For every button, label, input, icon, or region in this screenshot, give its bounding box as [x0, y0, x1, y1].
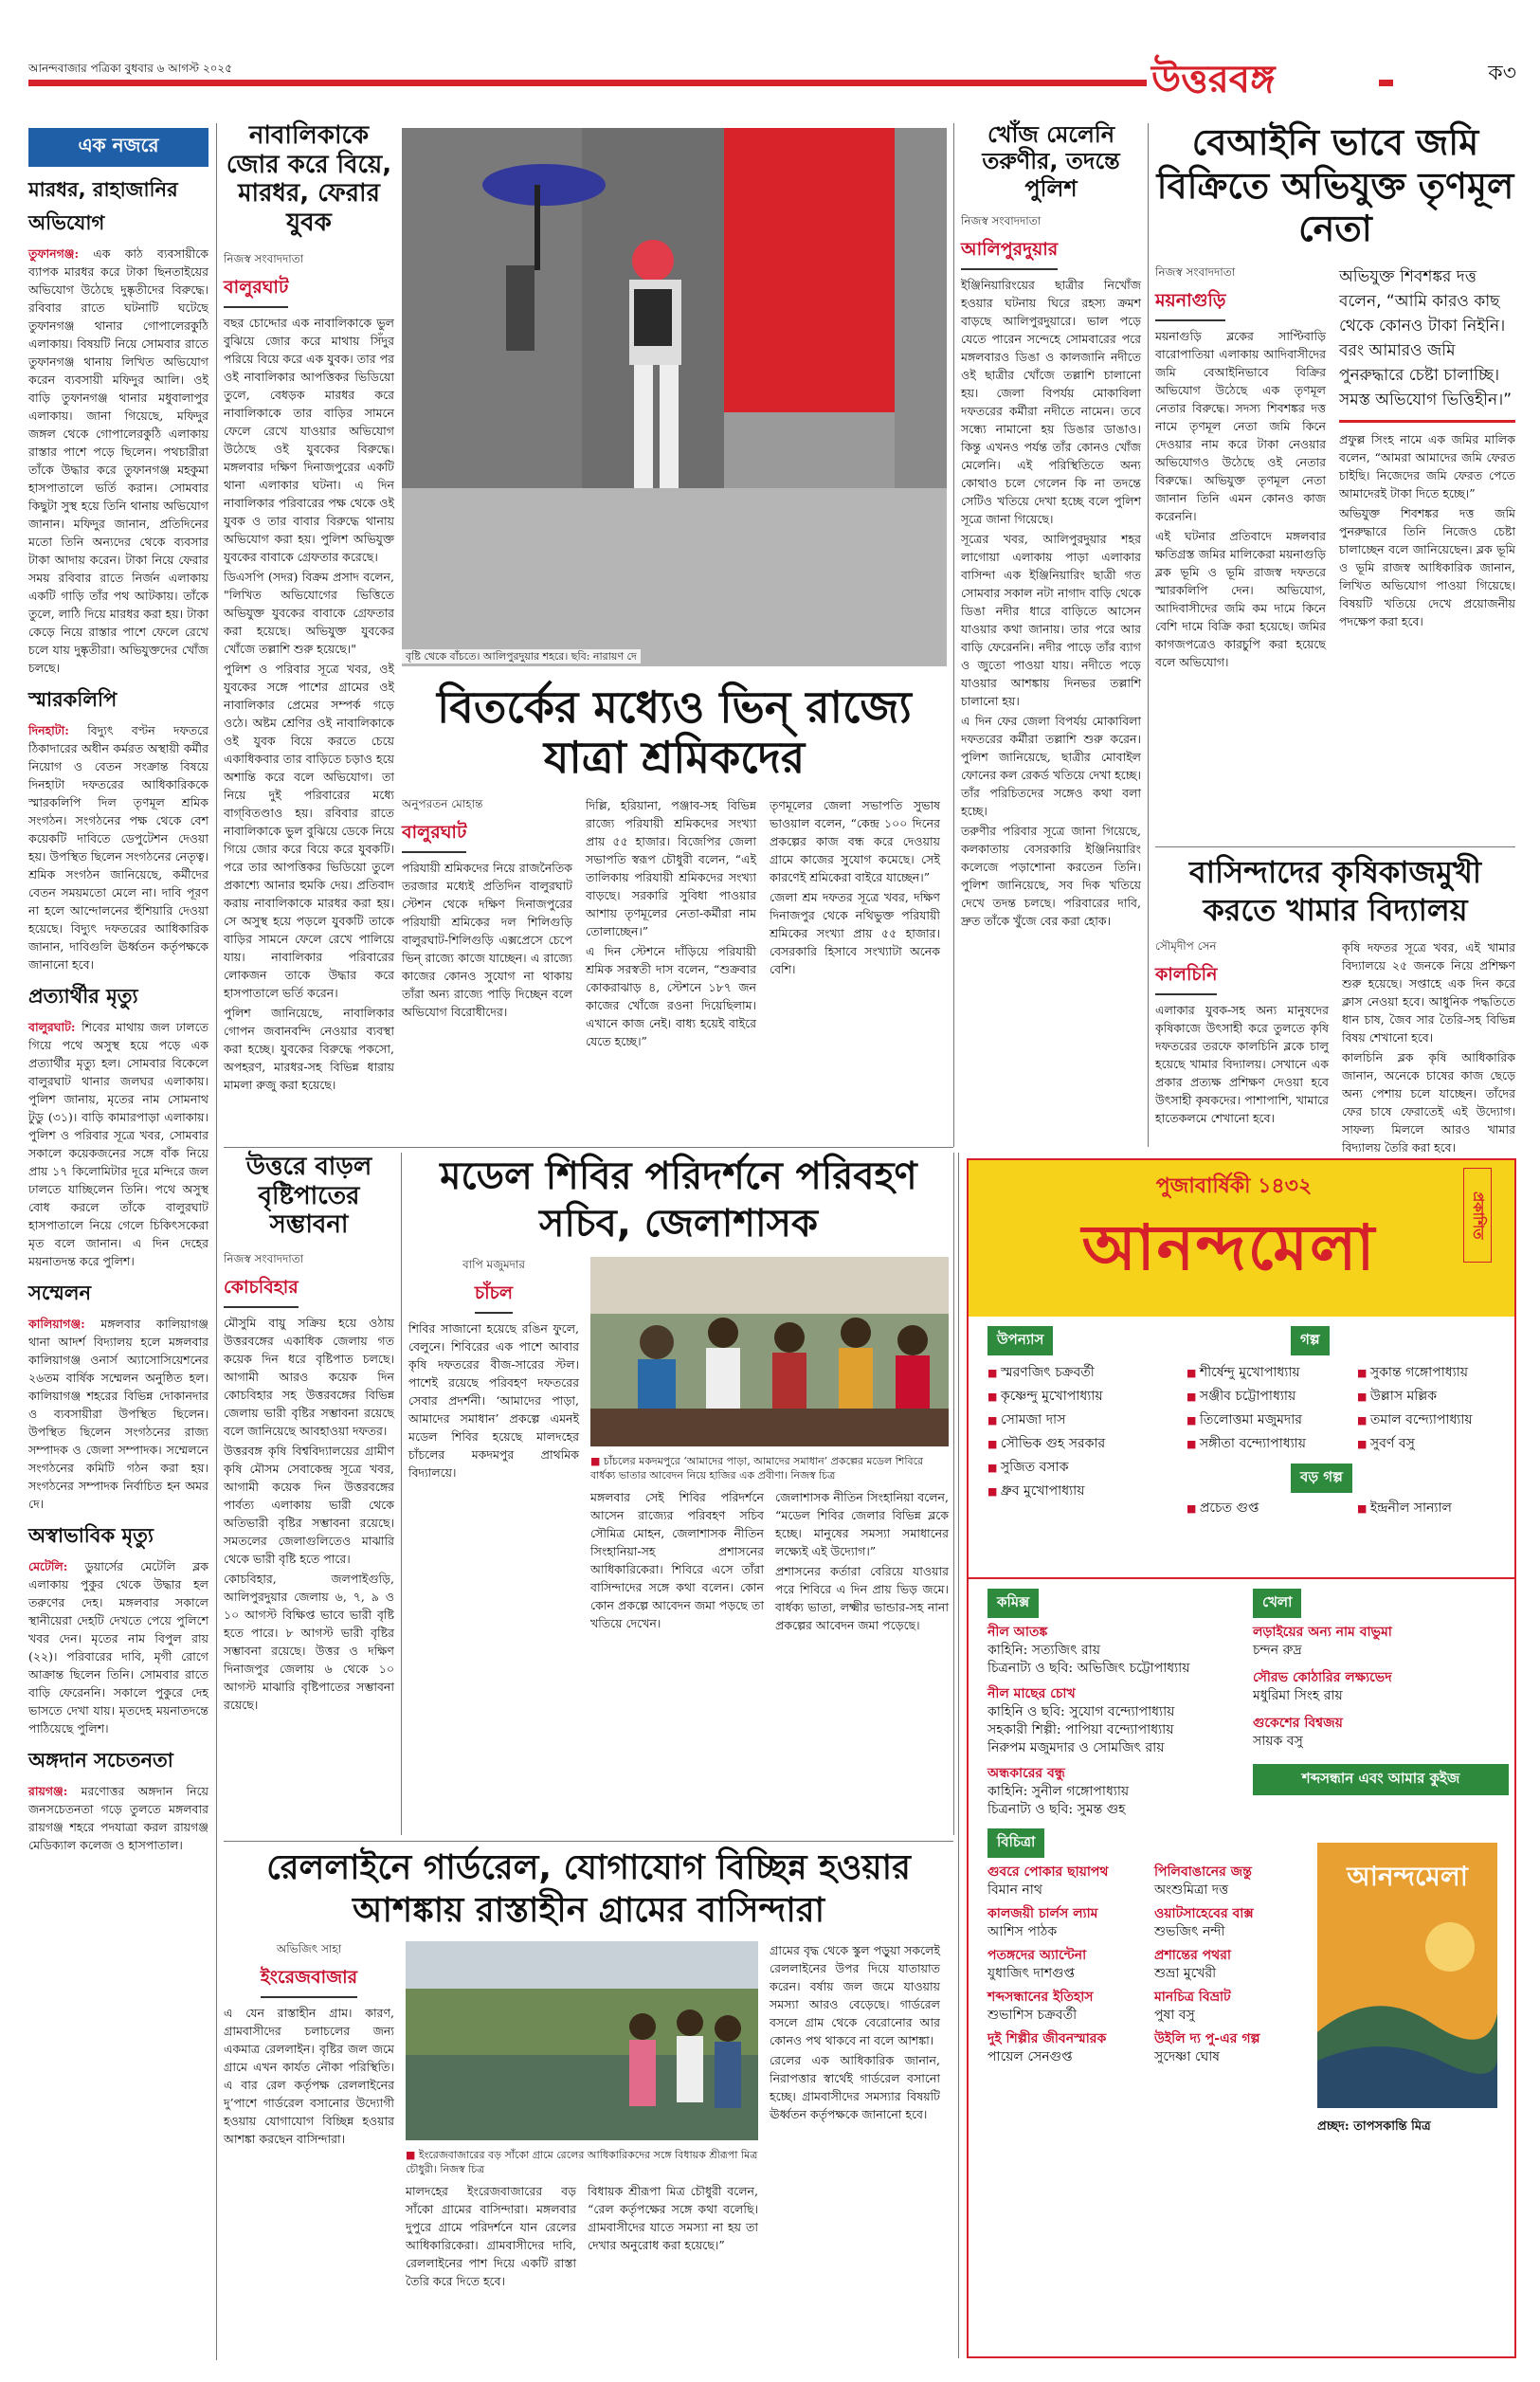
item-maradhar: [28, 174, 208, 677]
section-title: উত্তরবঙ্গ: [1151, 58, 1276, 101]
khela-title: লড়াইয়ের অন্য নাম বাভুমা: [1253, 1625, 1392, 1640]
story-camp: [408, 1153, 949, 1835]
item-place: বালুরঘাট:: [28, 1020, 76, 1034]
paragraph: বছর চোদ্দোর এক নাবালিকাকে ভুল বুঝিয়ে জোর করে মাথায় সিঁদুর পরিয়ে বিয়ে করে এক যুবক। তার পর ওই নাবালিকার আপত্তিকর ভিডিয়ো তুলে, বেধড়ক মারধর করে নাবালিকাকে তার বাড়ির সামনে ফেলে রেখে যাওয়ার অভিযোগ উঠেছে ওই যুবকের বিরুদ্ধে। মঙ্গলবার দক্ষিণ দিনাজপুরের একটি থানা এলাকার ঘটনা। এ দিন নাবালিকার পরিবারের পক্ষ থেকে ওই যুবক ও তার বাবার বিরুদ্ধে থানায় অভিযোগ করা হয়। পুলিশ অভিযুক্ত যুবকের বাবাকে গ্রেফতার করেছে।: [224, 315, 394, 564]
photo-caption: ■ চাঁচলের মকদমপুরে ‘আমাদের পাড়া, আমাদের সমাধান’ প্রকল্পের মডেল শিবিরে বার্ধক্য ভাতার আবেদন নিয়ে হাজির এক প্রবীণা। নিজস্ব চিত্র: [590, 1455, 924, 1482]
comics-credit: সহকারী শিল্পী: পাপিয়া বন্দ্যোপাধ্যায়: [987, 1722, 1174, 1737]
paragraph: প্রফুল্ল সিংহ নামে এক জমির মালিক বলেন, “আমরা আমাদের জমি ফেরত চাইছি। নিজেদের জমি ফেরত পেতে আমাদেরই টাকা দিতে হচ্ছে।”: [1339, 431, 1515, 500]
dateline-place: বালুরঘাট: [402, 819, 466, 853]
upanyas-label: উপন্যাস: [987, 1326, 1053, 1355]
rain-photo: [402, 128, 947, 666]
section-rule: [1379, 80, 1393, 86]
item-unnatural-death: [28, 1520, 208, 1737]
ek-nojore-title: এক নজরে: [28, 128, 208, 167]
paragraph: এই ঘটনার প্রতিবাদে মঙ্গলবার ক্ষতিগ্রস্ত জমির মালিকেরা ময়নাগুড়ি ব্লক ভূমি ও ভূমি রাজস্ব দফতরে স্মারকলিপি দেন। অভিযোগ, আদিবাসীদের জমি কম দামে কিনে বেশি দামে বিক্রি করা হয়েছে। জমির কাগজপত্রেও কারচুপি করা হয়েছে বলে অভিযোগ।: [1155, 528, 1326, 669]
galpo-author: ■ সঙ্গীতা বন্দ্যোপাধ্যায়: [1187, 1432, 1348, 1456]
item-place: মেটেলি:: [28, 1559, 68, 1573]
bichitra-author: আশিস পাঠক: [987, 1924, 1058, 1939]
date-line: আনন্দবাজার পত্রিকা বুধবার ৬ আগস্ট ২০২৫: [28, 62, 233, 75]
story-body: [224, 314, 394, 1094]
paragraph: পুলিশ জানিয়েছে, নাবালিকার গোপন জবানবন্দি নেওয়ার ব্যবস্থা করা হচ্ছে। যুবকের বিরুদ্ধে পকসো, অপহরণ, মারধর-সহ বিভিন্ন ধারায় মামলা রুজু করা হয়েছে।: [224, 1005, 394, 1092]
galpo-author: ■ সুবর্ণ বসু: [1357, 1432, 1509, 1456]
dateline-place: কোচবিহার: [224, 1274, 299, 1308]
item-heading: অঙ্গদান সচেতনতা: [28, 1749, 173, 1772]
paragraph: এ দিন ফের জেলা বিপর্যয় মোকাবিলা দফতরের কর্মীরা তল্লাশি শুরু করেন। পুলিশ জানিয়েছে, ছাত্রীর মোবাইল ফোনের কল রেকর্ড খতিয়ে দেখা হচ্ছে। তাঁর পরিচিতদের সঙ্গেও কথা বলা হচ্ছে।: [961, 713, 1141, 818]
item-heading: স্মারকলিপি: [28, 688, 118, 711]
khela-title: গুকেশের বিশ্বজয়: [1253, 1716, 1343, 1731]
col-divider: [953, 1153, 954, 1835]
photo-caption: ■ ইংরেজবাজারের বড় সাঁকো গ্রামে রেলের আধিকারিকদের সঙ্গে বিধায়ক শ্রীরূপা মিত্র চৌধুরী। নিজস্ব চিত্র: [406, 2149, 758, 2175]
story-vocational: [1155, 853, 1515, 1155]
byline: অভিজিৎ সাহা: [276, 1942, 342, 1955]
item-text: বিদ্যুৎ বণ্টন দফতরে ঠিকাদারের অধীন কর্মরত অস্থায়ী কর্মীর নিয়োগ ও বেতন সংক্রান্ত বিষয়ে দিনহাটা দফতরের আধিকারিককে স্মারকলিপি দিল তৃণমূল শ্রমিক সংগঠন। সংগঠনের পক্ষ থেকে বেশ কয়েকটি দাবিতে ডেপুটেশন দেওয়া হয়। উপস্থিত ছিলেন সংগঠনের নেতৃত্ব। শ্রমিক সংগঠন জানিয়েছে, কর্মীদের বেতন সময়মতো মেলে না। দাবি পূরণ না হলে আন্দোলনের হুঁশিয়ারি দেওয়া হয়েছে। বিদ্যুৎ দফতরের আধিকারিক জানান, দাবিগুলি ঊর্ধ্বতন কর্তৃপক্ষকে জানানো হবে।: [28, 723, 208, 972]
paragraph: শিবির সাজানো হয়েছে রঙিন ফুলে, বেলুনে। শিবিরের এক পাশে আবার কৃষি দফতরের বীজ-সারের স্টল। পাশেই রয়েছে পরিবহণ দফতরের সেবার প্রদর্শনী। ‘আমাদের পাড়া, আমাদের সমাধান’ প্রকল্পে এমনই মডেল শিবির হয়েছে মালদহের চাঁচলের মকদমপুর প্রাথমিক বিদ্যালয়ে।: [408, 1321, 579, 1480]
dateline-place: চাঁচল: [475, 1280, 513, 1314]
galpo-author: ■ শীর্ষেন্দু মুখোপাধ্যায়: [1187, 1361, 1348, 1385]
paragraph: গ্রামের বৃদ্ধ থেকে স্কুল পড়ুয়া সকলেই রেললাইনের উপর দিয়ে যাতায়াত করেন। বর্ষায় জল জমে যাওয়ায় সমস্যা আরও বেড়েছে। গার্ডরেল বসলে গ্রাম থেকে বেরোনোর আর কোনও পথ থাকবে না বলে আশঙ্কা।: [770, 1943, 940, 2047]
item-heading: প্রত্যার্থীর মৃত্যু: [28, 985, 138, 1008]
khela-title: সৌরভ কোঠারির লক্ষ্যভেদ: [1253, 1670, 1392, 1685]
bichitra-label: বিচিত্রা: [987, 1828, 1044, 1858]
row-divider: [224, 1841, 953, 1842]
item-sammelan: [28, 1278, 208, 1513]
col-divider: [401, 1153, 402, 1835]
byline: সৌমৃদীপ সেন: [1155, 939, 1217, 953]
khela-author: সায়ক বসু: [1253, 1734, 1303, 1749]
ad-cover-image: [1317, 1843, 1497, 2108]
col-divider: [958, 1153, 959, 2358]
paragraph: ইঞ্জিনিয়ারিংয়ের ছাত্রীর নিখোঁজ হওয়ার ঘটনায় ঘিরে রহস্য ক্রমশ বাড়ছে আলিপুরদুয়ারে। ভাল পড়ে যেতে পারেন সন্দেহে সোমবারের পরে মঙ্গলবারও ডিঙা ও কালজানি নদীতে ওই ছাত্রীর খোঁজে তল্লাশি চালানো হয়। জেলা বিপর্যয় মোকাবিলা দফতরের কর্মীরা নদীতে নামেন। তবে সন্ধ্যে নামানো হয় ডিঙার ডাঙাও। কিন্তু এখনও পর্যন্ত তাঁর কোনও খোঁজ মেলেনি। এই পরিস্থিতিতে অন্য কোথাও চলে গেলেন কি না তদন্তে সেটিও খতিয়ে দেখা হচ্ছে বলে পুলিশ সূত্রে জানা গিয়েছে।: [961, 277, 1141, 526]
cover-credit: প্রচ্ছদ: তাপসকান্তি মিত্র: [1317, 2119, 1431, 2134]
byline: বাপি মজুমদার: [462, 1258, 525, 1271]
row-divider: [1155, 846, 1515, 847]
upanyas-author: ■ কৃষ্ণেন্দু মুখোপাধ্যায়: [987, 1385, 1177, 1409]
top-red-rule: [28, 80, 1147, 86]
dateline-place: কালচিনি: [1155, 961, 1217, 995]
headline: বেআইনি ভাবে জমি বিক্রিতে অভিযুক্ত তৃণমূল নেতা: [1156, 121, 1514, 250]
headline: বিতর্কের মধ্যেও ভিন্ রাজ্যে যাত্রা শ্রমিকদের: [437, 682, 912, 783]
story-land: [1155, 121, 1515, 842]
headline: রেললাইনে গার্ডরেল, যোগাযোগ বিচ্ছিন্ন হওয়ার আশঙ্কায় রাস্তাহীন গ্রামের বাসিন্দারা: [266, 1848, 911, 1930]
paragraph: পুলিশ ও পরিবার সূত্রে খবর, ওই যুবকের সঙ্গে পাশের গ্রামের ওই নাবালিকার প্রেমের সম্পর্ক গড়ে ওঠে। অষ্টম শ্রেণির ওই নাবালিকাকে ওই যুবক বিয়ে করতে চেয়ে একাধিকবার তার বাড়িতে চড়াও হয়ে অশান্তি করে বলে অভিযোগ। তা নিয়ে দুই পরিবারের মধ্যে বাগ্‌বিতণ্ডাও হয়। রবিবার রাতে নাবালিকাকে ভুল বুঝিয়ে ডেকে নিয়ে গিয়ে জোর করে বিয়ে করে যুবকটি। পরে তার আপত্তিকর ভিডিয়ো তুলে প্রকাশ্যে আনার হুমকি দেয়। প্রতিবাদ করায় নাবালিকাকে মারধর করা হয়। সে অসুস্থ হয়ে পড়লে যুবকটি তাকে বাড়ির সামনে ফেলে রেখে পালিয়ে যায়। নাবালিকার পরিবারের লোকজন তাকে উদ্ধার করে হাসপাতালে ভর্তি করেন।: [224, 661, 394, 1000]
paragraph: জেলা শ্রম দফতর সূত্রে খবর, দক্ষিণ দিনাজপুর থেকে নথিভুক্ত পরিযায়ী শ্রমিকের সংখ্যা প্রায় ৫৫ হাজার। বেসরকারি হিসাবে সংখ্যাটা অনেক বেশি।: [770, 889, 940, 976]
item-text: মরণোত্তর অঙ্গদান নিয়ে জনসচেতনতা গড়ে তুলতে মঙ্গলবার রায়গঞ্জ শহরে পদযাত্রা করল রায়গঞ্জ মেডিক্যাল কলেজ ও হাসপাতাল।: [28, 1784, 208, 1852]
bichitra-title: উইলি দ্য পু-এর গল্প: [1154, 2031, 1260, 2046]
item-text: ডুয়ার্সের মেটেলি ব্লক এলাকায় পুকুর থেকে উদ্ধার হল তরুণের দেহ। মঙ্গলবার সকালে স্থানীয়েরা দেহটি দেখতে পেয়ে পুলিশে খবর দেন। মৃতের নাম বিপুল রায় (২২)। পরিবারের দাবি, মৃগী রোগে আক্রান্ত ছিলেন তিনি। সোমবার রাতে বাড়ি ফেরেননি। সকালে পুকুরে দেহ ভাসতে দেখা যায়। মৃতদেহ ময়নাতদন্তে পাঠিয়েছে পুলিশ।: [28, 1559, 208, 1736]
bichitra-author: শুভাশিস চক্রবর্তী: [987, 2008, 1078, 2023]
item-place: তুফানগঞ্জ:: [28, 246, 80, 261]
pull-quote: অভিযুক্ত শিবশঙ্কর দত্ত বলেন, “আমি কারও কাছ থেকে কোনও টাকা নিইনি। বরং আমারও জমি পুনরুদ্ধারে চেষ্টা চালাচ্ছি। সমস্ত অভিযোগ ভিত্তিহীন।”: [1339, 264, 1515, 423]
bichitra-author: পুষা বসু: [1154, 2008, 1195, 2023]
item-place: কালিয়াগঞ্জ:: [28, 1317, 85, 1331]
story-rail: [224, 1846, 953, 2358]
headline: মডেল শিবির পরিদর্শনে পরিবহণ সচিব, জেলাশাসক: [440, 1155, 917, 1246]
dateline-place: আলিপুরদুয়ার: [961, 236, 1058, 270]
bichitra-author: পায়েল সেনগুপ্ত: [987, 2049, 1073, 2064]
paragraph: কৃষি দফতর সূত্রে খবর, এই খামার বিদ্যালয়ে ২৫ জনকে নিয়ে প্রশিক্ষণ শুরু হয়েছে। সপ্তাহে এক দিন করে ক্লাস নেওয়া হবে। আধুনিক পদ্ধতিতে ধান চাষ, জৈব সার তৈরি-সহ বিভিন্ন বিষয় শেখানো হবে।: [1342, 940, 1515, 1045]
col-divider: [953, 123, 954, 1147]
page-number: ক৩: [1488, 62, 1516, 85]
headline: নাবালিকাকে জোর করে বিয়ে, মারধর, ফেরার যুবক: [226, 121, 392, 238]
upanyas-author: ■ সোমজা দাস: [987, 1409, 1177, 1432]
story-minor: [224, 121, 394, 1140]
boro-galpo-author: ■ প্রচেত গুপ্ত: [1187, 1497, 1348, 1520]
paragraph: প্রশাসনের কর্তারা বেরিয়ে যাওয়ার পরে শিবিরে এ দিন প্রায় ভিড় জমে। বার্ধক্য ভাতা, লক্ষ্মীর ভান্ডার-সহ নানা প্রকল্পের আবেদন জমা পড়েছে।: [775, 1564, 949, 1632]
item-organ-donation: [28, 1745, 208, 1854]
paragraph: সূত্রের খবর, আলিপুরদুয়ার শহর লাগোয়া এলাকায় পাড়া এলাকার বাসিন্দা এক ইঞ্জিনিয়ারিং ছাত্রী গত সোমবার সকাল নটা নাগাদ বাড়ি থেকে ডিঙা নদীর ধারে বাড়িতে আসেন যাওয়ার কথা জানায়। তার পরে আর বাড়ি ফেরেননি। নদীর পাড়ে তাঁর ব্যাগ ও জুতো পাওয়া যায়। নদীতে পড়ে যাওয়ার আশঙ্কায় দিনভর তল্লাশি চালানো হয়।: [961, 531, 1141, 708]
paragraph: এলাকার যুবক-সহ অন্য মানুষদের কৃষিকাজে উৎসাহী করে তুলতে কৃষি দফতরের তরফে কালচিনি ব্লকে চালু হয়েছে খামার বিদ্যালয়। সেখানে এক প্রকার প্রত্যক্ষ প্রশিক্ষণ দেওয়া হবে উৎসাহী কৃষকদের। পাশাপাশি, খামারে হাতেকলমে শেখানো হবে।: [1155, 1003, 1329, 1125]
byline: নিজস্ব সংবাদদাতা: [1155, 264, 1236, 279]
headline: খোঁজ মেলেনি তরুণীর, তদন্তে পুলিশ: [982, 121, 1120, 202]
item-text: এক কাঠ ব্যবসায়ীকে ব্যাপক মারধর করে টাকা ছিনতাইয়ের অভিযোগ উঠেছে দুষ্কৃতীদের বিরুদ্ধে। রবিবার রাতে ঘটনাটি ঘটেছে তুফানগঞ্জ থানার গোপালেরকুঠি এলাকায়। বিষয়টি নিয়ে সোমবার রাতে তুফানগঞ্জ থানায় লিখিত অভিযোগ করেন ব্যবসায়ী মফিদুর আলি। ওই বাড়ি তুফানগঞ্জ থানার মধুবালাপুর এলাকায়। জানা গিয়েছে, মফিদুর জঙ্গল থেকে গোপালেরকুঠি এলাকায় রাস্তার পাশে পড়ে ছিলেন। পথচারীরা তাঁকে উদ্ধার করে তুফানগঞ্জ মহকুমা হাসপাতালে ভর্তি করান। সোমবার কিছুটা সুস্থ হয়ে তিনি থানায় অভিযোগ জানান। মফিদুর জানান, প্রতিদিনের মতো তিনি অন্যদের থেকে ব্যবসার টাকা আদায় করেন। টাকা নিয়ে ফেরার সময় রবিবার রাতে নির্জন এলাকায় একটি গাড়ি তাঁর পথ আটকায়। তাঁকে তুলে, লাঠি দিয়ে মারধর করা হয়। টাকা কেড়ে নিয়ে রাস্তার পাশে ফেলে রেখে চলে যায় দুষ্কৃতীরা। অভিযুক্তদের খোঁজ চলছে।: [28, 246, 208, 675]
boro-galpo-author: ■ ইন্দ্রনীল সান্যাল: [1357, 1497, 1509, 1520]
comics-credit: চিত্রনাট্য ও ছবি: অভিজিৎ চট্টোপাধ্যায়: [987, 1661, 1190, 1676]
anandamela-ad: [967, 1158, 1516, 2358]
khela-author: মধুরিমা সিংহ রায়: [1253, 1688, 1343, 1703]
comics-credit: কাহিনি: সুনীল গঙ্গোপাধ্যায়: [987, 1784, 1130, 1799]
bichitra-title: পতঙ্গদের অ্যান্টেনা: [987, 1948, 1087, 1963]
paragraph: এ যেন রাস্তাহীন গ্রাম। কারণ, গ্রামবাসীদের চলাচলের জন্য একমাত্র রেললাইন। বৃষ্টির জল জমে গ্রামে এখন কার্যত নৌকা পরিস্থিতি। এ বার রেল কর্তৃপক্ষ রেললাইনের দু’পাশে গার্ডরেল বসানোর উদ্যোগী হওয়ায় যোগাযোগ বিচ্ছিন্ন হওয়ার আশঙ্কা করছেন বাসিন্দারা।: [224, 2006, 394, 2146]
bichitra-author: অংশুমিত্রা দত্ত: [1154, 1882, 1229, 1898]
upanyas-author: ■ সৌভিক গুহ সরকার: [987, 1432, 1177, 1456]
cover-brand: আনন্দমেলা: [1347, 1861, 1468, 1892]
galpo-author: ■ তমাল বন্দ্যোপাধ্যায়: [1357, 1409, 1509, 1432]
bichitra-title: কালজয়ী চার্লস ল্যাম: [987, 1906, 1098, 1921]
bichitra-author: শুভ্রা মুখেরী: [1154, 1966, 1217, 1981]
paragraph: রেলের এক আধিকারিক জানান, নিরাপত্তার স্বার্থেই গার্ডরেল বসানো হচ্ছে। গ্রামবাসীদের সমস্যার বিষয়টি ঊর্ধ্বতন কর্তৃপক্ষকে জানানো হবে।: [770, 2053, 940, 2121]
comics-title: নীল আতঙ্ক: [987, 1625, 1048, 1640]
paragraph: পরিযায়ী শ্রমিকদের নিয়ে রাজনৈতিক তরজার মধ্যেই প্রতিদিন বালুরঘাট স্টেশন থেকে দক্ষিণ দিনাজপুরের পরিযায়ী শ্রমিকের দল শিলিগুড়ি বালুরঘাট-শিলিগুড়ি এক্সপ্রেসে চেপে ভিন্ রাজ্যে কাজে যাচ্ছেন। এ রাজ্যে কাজের কোনও সুযোগ না থাকায় তাঁরা অন্য রাজ্যে পাড়ি দিচ্ছেন বলে অভিযোগ বিরোধীদের।: [402, 860, 572, 1019]
comics-credit: নিরুপম মজুমদার ও সোমজিৎ রায়: [987, 1740, 1165, 1755]
item-heading: অস্বাভাবিক মৃত্যু: [28, 1524, 154, 1547]
headline: বাসিন্দাদের কৃষিকাজমুখী করতে খামার বিদ্যালয়: [1188, 854, 1482, 928]
comics-credit: কাহিনি ও ছবি: সুযোগ বন্দ্যোপাধ্যায়: [987, 1704, 1175, 1719]
bichitra-title: প্রশান্তের পথরা: [1154, 1948, 1231, 1963]
bichitra-title: দুই শিল্পীর জীবনস্মারক: [987, 2031, 1107, 2046]
bichitra-author: বিমান নাথ: [987, 1882, 1042, 1898]
bichitra-author: শুভজিৎ নন্দী: [1154, 1924, 1225, 1939]
comics-credit: চিত্রনাট্য ও ছবি: সুমন্ত গুহ: [987, 1802, 1126, 1817]
story-missing: [961, 121, 1141, 1140]
story-workers: [402, 682, 947, 1137]
galpo-block: [1187, 1326, 1509, 1520]
bichitra-title: পিলিবাঙানের জন্তু: [1154, 1864, 1252, 1880]
paragraph: মৌসুমি বায়ু সক্রিয় হয়ে ওঠায় উত্তরবঙ্গের একাধিক জেলায় গত কয়েক দিন ধরে বৃষ্টিপাত চলছে। আগামী আরও কয়েক দিন কোচবিহার সহ উত্তরবঙ্গের বিভিন্ন জেলায় ভারী বৃষ্টির সম্ভাবনা রয়েছে বলে জানিয়েছে আবহাওয়া দফতর।: [224, 1316, 394, 1439]
dateline-place: ইংরেজবাজার: [261, 1964, 357, 1998]
bichitra-author: যুধাজিৎ দাশগুপ্ত: [987, 1966, 1076, 1981]
cover-art: [1317, 1843, 1497, 2108]
bichitra-author: সুদেষ্ণা ঘোষ: [1154, 2049, 1221, 2064]
khela-author: চন্দন রুদ্র: [1253, 1643, 1302, 1658]
quiz-label: শব্দসন্ধান এবং আমার কুইজ: [1253, 1764, 1509, 1795]
bichitra-title: গুবরে পোকার ছায়াপথ: [987, 1864, 1109, 1880]
paragraph: কালচিনি ব্লক কৃষি আধিকারিক জানান, অনেকে চাষের কাজ ছেড়ে অন্য পেশায় চলে যাচ্ছেন। তাঁদের ফের চাষে ফেরাতেই এই উদ্যোগ। সাফল্য মিললে আরও খামার বিদ্যালয় তৈরি করা হবে।: [1342, 1050, 1515, 1155]
byline: নিজস্ব সংবাদদাতা: [224, 251, 304, 265]
paragraph: জেলাশাসক নীতিন সিংহানিয়া বলেন, “মডেল শিবির জেলার বিভিন্ন ব্লকে হচ্ছে। মানুষের সমস্যা সমাধানের লক্ষ্যেই এই উদ্যোগ।”: [775, 1490, 949, 1558]
upanyas-author: ■ ধ্রুব মুখোপাধ্যায়: [987, 1480, 1177, 1503]
galpo-author: ■ সুকান্ত গঙ্গোপাধ্যায়: [1357, 1361, 1509, 1385]
camp-photo: [590, 1257, 949, 1446]
dateline-place: বালুরঘাট: [224, 274, 288, 308]
col-divider: [216, 123, 217, 2360]
galpo-author: ■ তিলোত্তমা মজুমদার: [1187, 1409, 1348, 1432]
paragraph: বিধায়ক শ্রীরূপা মিত্র চৌধুরী বলেন, “রেল কর্তৃপক্ষের সঙ্গে কথা বলেছি। গ্রামবাসীদের যাতে সমস্যা না হয় তা দেখার অনুরোধ করা হয়েছে।”: [588, 2184, 758, 2252]
item-text: মঙ্গলবার কালিয়াগঞ্জ থানা আদর্শ বিদ্যালয় হলে মঙ্গলবার কালিয়াগঞ্জ ওনার্স অ্যাসোসিয়েশনের ২৬তম বার্ষিক সম্মেলন অনুষ্ঠিত হল। কালিয়াগঞ্জ শহরের বিভিন্ন দোকানদার ও ব্যবসায়ীরা উপস্থিত ছিলেন। উপস্থিত ছিলেন সংগঠনের রাজ্য সম্পাদক ও জেলা সম্পাদক। সম্মেলনে সংগঠনের কমিটি গঠন করা হয়। সংগঠনের সম্পাদক নির্বাচিত হন অমর দে।: [28, 1317, 208, 1511]
comics-label: কমিক্স: [987, 1589, 1039, 1618]
dateline-place: ময়নাগুড়ি: [1155, 287, 1225, 321]
boro-galpo-label: বড় গল্প: [1291, 1464, 1352, 1493]
galpo-label: গল্প: [1291, 1326, 1330, 1355]
galpo-author: ■ সঞ্জীব চট্টোপাধ্যায়: [1187, 1385, 1348, 1409]
col-divider: [1148, 123, 1149, 1147]
headline: উত্তরে বাড়ল বৃষ্টিপাতের সম্ভাবনা: [245, 1153, 372, 1240]
paragraph: কোচবিহার, জলপাইগুড়ি, আলিপুরদুয়ার জেলায় ৬, ৭, ৯ ও ১০ আগস্ট বিক্ষিপ্ত ভাবে ভারী বৃষ্টি হতে পারে। ৮ আগস্ট ভারী বৃষ্টির সম্ভাবনা রয়েছে। উত্তর ও দক্ষিণ দিনাজপুর জেলায় ৬ থেকে ১০ আগস্ট মাঝারি বৃষ্টিপাতের সম্ভাবনা রয়েছে।: [224, 1572, 394, 1713]
upanyas-author: ■ সুজিত বসাক: [987, 1456, 1177, 1480]
khela-block: [1253, 1589, 1509, 1795]
rail-photo: [406, 1941, 758, 2140]
ek-nojore-column: [28, 128, 208, 2355]
ad-label-top: পুজাবার্ষিকী ১৪৩২: [1155, 1174, 1313, 1198]
khela-label: খেলা: [1253, 1589, 1301, 1618]
galpo-author: ■ উল্লাস মল্লিক: [1357, 1385, 1509, 1409]
ad-brand-logo: আনন্দমেলা: [1081, 1211, 1377, 1284]
comics-title: অন্ধকারের বন্ধু: [987, 1766, 1065, 1781]
comics-credit: কাহিনি: সত্যজিৎ রায়: [987, 1643, 1101, 1658]
paragraph: উত্তরবঙ্গ কৃষি বিশ্ববিদ্যালয়ের গ্রামীণ কৃষি মৌসম সেবাকেন্দ্র সূত্রে খবর, আগামী কয়েক দিন উত্তরবঙ্গের পার্বত্য এলাকায় ভারী থেকে অতিভারী বৃষ্টির সম্ভাবনা রয়েছে। সমতলের জেলাগুলিতেও মাঝারি থেকে ভারী বৃষ্টি হতে পারে।: [224, 1444, 394, 1567]
paragraph: মালদহের ইংরেজবাজারের বড় সাঁকো গ্রামের বাসিন্দারা। মঙ্গলবার দুপুরে গ্রামে পরিদর্শনে যান রেলের আধিকারিকেরা। গ্রামবাসীদের দাবি, রেললাইনের পাশ দিয়ে একটি রাস্তা তৈরি করে দিতে হবে।: [406, 2184, 576, 2288]
byline: অনুপরতন মোহান্ত: [402, 796, 483, 810]
item-heading: সম্মেলন: [28, 1282, 92, 1304]
paragraph: দিল্লি, হরিয়ানা, পঞ্জাব-সহ বিভিন্ন রাজ্যে পরিযায়ী শ্রমিকদের সংখ্যা প্রায় ৫৫ হাজার। বিজেপির জেলা সভাপতি স্বরূপ চৌধুরী বলেন, “এই তালিকায় পরিযায়ী শ্রমিকদের সংখ্যা বাড়ছে। সরকারি সুবিধা পাওয়ার আশায় তৃণমূলের নেতা-কর্মীরা নাম তোলাচ্ছেন।”: [586, 797, 756, 938]
item-text: শিবের মাথায় জল ঢালতে গিয়ে পথে অসুস্থ হয়ে পড়ে এক প্রত্যার্থীর মৃত্যু হল। সোমবার বিকেলে বালুরঘাট থানার জলঘর এলাকায়। পুলিশ জানায়, মৃতের নাম সোমনাথ টুডু (৩১)। বাড়ি কামারপাড়া এলাকায়। পুলিশ ও পরিবার সূত্রে খবর, সোমবার সকালে কয়েকজনের সঙ্গে বাঁক নিয়ে প্রায় ১৭ কিলোমিটার দূরে মন্দিরে জল ঢালতে যাচ্ছিলেন তিনি। পথে অসুস্থ বোধ করলে তাঁকে বালুরঘাট হাসপাতালে নিয়ে গেলে চিকিৎসকেরা মৃত বলে জানান। এ দিন দেহের ময়নাতদন্ত করে পুলিশ।: [28, 1020, 208, 1268]
paragraph: তরুণীর পরিবার সূত্রে জানা গিয়েছে, কলকাতায় বেসরকারি ইঞ্জিনিয়ারিং কলেজে পড়াশোনা করতেন তিনি। পুলিশ জানিয়েছে, সব দিক খতিয়ে দেখে তদন্ত চলছে। পরিবারের দাবি, দ্রুত তাঁকে খুঁজে বের করা হোক।: [961, 823, 1141, 928]
upanyas-block: [987, 1326, 1177, 1503]
comics-block: [987, 1589, 1243, 1819]
item-death: [28, 981, 208, 1270]
item-place: রায়গঞ্জ:: [28, 1784, 68, 1798]
bichitra-block: [987, 1828, 1310, 2072]
comics-title: নীল মাছের চোখ: [987, 1686, 1076, 1701]
ad-side-tag: প্রকাশিত: [1463, 1168, 1492, 1263]
story-rain-forecast: [224, 1153, 394, 1835]
row-divider: [224, 1147, 953, 1148]
paragraph: ডিএসপি (সদর) বিক্রম প্রসাদ বলেন, "লিখিত অভিযোগের ভিত্তিতে অভিযুক্ত যুবকের বাবাকে গ্রেফতার করা হয়েছে। অভিযুক্ত যুবকের খোঁজে তল্লাশি শুরু হয়েছে।": [224, 569, 394, 656]
byline: নিজস্ব সংবাদদাতা: [961, 213, 1042, 227]
paragraph: তৃণমূলের জেলা সভাপতি সুভাষ ভাওয়াল বলেন, “কেন্দ্র ১০০ দিনের প্রকল্পের কাজ বন্ধ করে দেওয়ায় গ্রামে কাজের সুযোগ কমেছে। সেই কারণেই শ্রমিকেরা বাইরে যাচ্ছেন।”: [770, 797, 940, 884]
byline: নিজস্ব সংবাদদাতা: [224, 1252, 304, 1266]
bichitra-title: মানচিত্র বিভ্রাট: [1154, 1990, 1231, 2005]
item-smaraklipi: [28, 684, 208, 973]
bichitra-title: ওয়াটসাহেবের বাক্স: [1154, 1906, 1254, 1921]
ad-divider: [969, 1577, 1514, 1579]
rain-photo-image: [402, 128, 947, 666]
paragraph: ময়নাগুড়ি ব্লকের সাপ্টিবাড়ি বারোপাতিয়া এলাকায় আদিবাসীদের জমি বেআইনিভাবে বিক্রির অভিযোগ উঠেছে এক তৃণমূল নেতার বিরুদ্ধে। সদস্য শিবশঙ্কর দত্ত নামে তৃণমূল নেতা জমি কিনে দেওয়ার নাম করে টাকা নেওয়ার অভিযোগও উঠেছে ওই নেতার বিরুদ্ধে। অভিযুক্ত তৃণমূল নেতা জানান তিনি এমন কোনও কাজ করেননি।: [1155, 328, 1326, 523]
item-place: দিনহাটা:: [28, 723, 69, 737]
item-heading: মারধর, রাহাজানির অভিযোগ: [28, 178, 178, 234]
bichitra-title: শব্দসন্ধানের ইতিহাস: [987, 1990, 1094, 2005]
upanyas-author: ■ স্মরণজিৎ চক্রবর্তী: [987, 1361, 1177, 1385]
photo-caption: বৃষ্টি থেকে বাঁচতে। আলিপুরদুয়ার শহরে। ছবি: নারায়ণ দে: [402, 649, 641, 664]
paragraph: অভিযুক্ত শিবশঙ্কর দত্ত জমি পুনরুদ্ধারে তিনি নিজেও চেষ্টা চালাচ্ছেন বলে জানিয়েছেন। ব্লক ভূমি ও ভূমি রাজস্ব আধিকারিক জানান, লিখিত অভিযোগ পাওয়া গিয়েছে। বিষয়টি খতিয়ে দেখে প্রয়োজনীয় পদক্ষেপ করা হবে।: [1339, 505, 1515, 628]
paragraph: এ দিন স্টেশনে দাঁড়িয়ে পরিযায়ী শ্রমিক সরস্বতী দাস বলেন, “শুক্রবার কোকরাঝাড় ৪, স্টেশনে ১৮৭ জন কাজের খোঁজে রওনা দিয়েছিলাম। এখানে কাজ নেই। বাধ্য হয়েই বাইরে যেতে হচ্ছে।”: [586, 943, 756, 1048]
paragraph: মঙ্গলবার সেই শিবির পরিদর্শনে আসেন রাজ্যের পরিবহণ সচিব সৌমিত্র মোহন, জেলাশাসক নীতিন সিংহানিয়া-সহ প্রশাসনের আধিকারিকেরা। শিবিরে এসে তাঁরা বাসিন্দাদের সঙ্গে কথা বলেন। কোন কোন প্রকল্পে আবেদন জমা পড়ছে তা খতিয়ে দেখেন।: [590, 1490, 764, 1630]
